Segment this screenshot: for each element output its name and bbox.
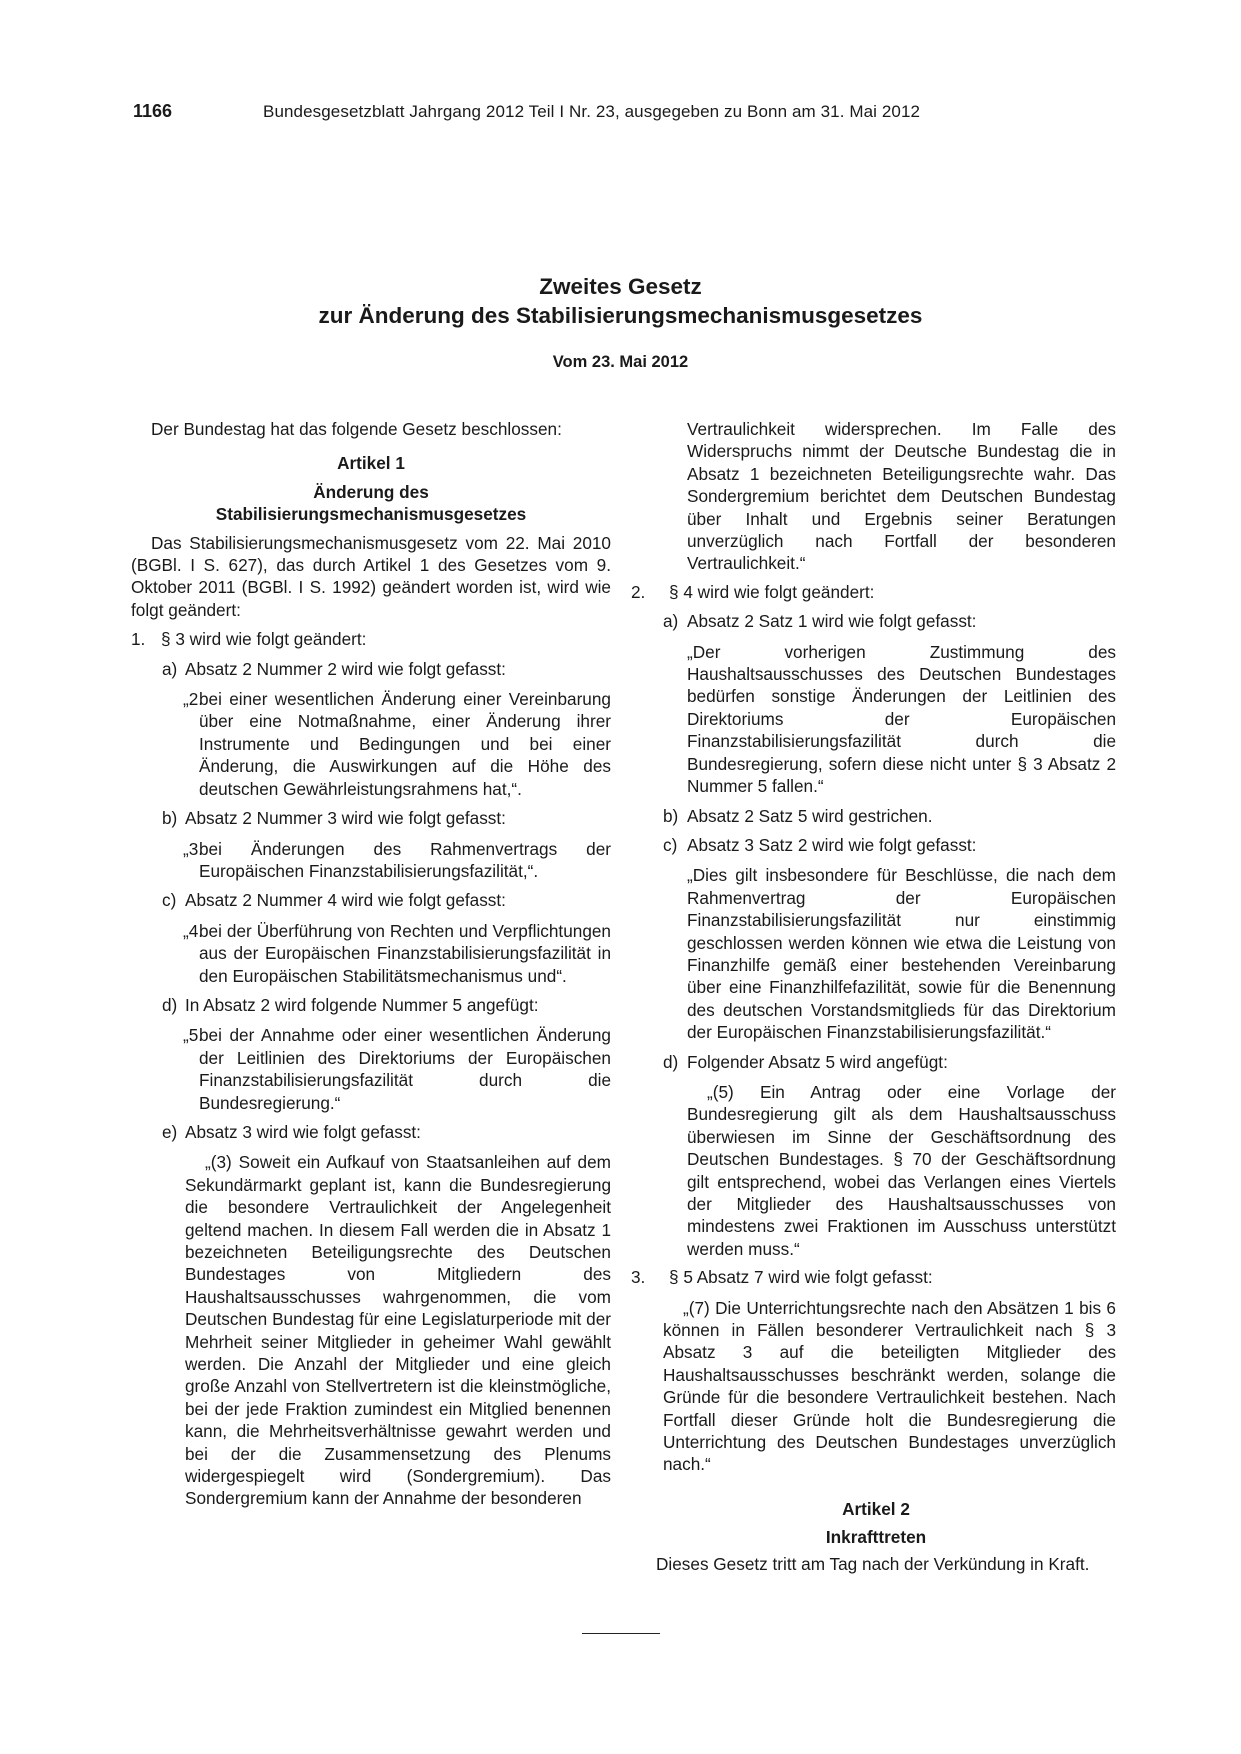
article2-text: Dieses Gesetz tritt am Tag nach der Verkündung in Kraft. xyxy=(656,1553,1090,1574)
law-title-line1: Zweites Gesetz xyxy=(539,274,702,299)
sub-item xyxy=(131,994,611,1016)
sub-label: b) xyxy=(162,808,178,829)
quote-block xyxy=(636,1081,1116,1260)
sub-label: c) xyxy=(663,834,678,855)
sub-label: a) xyxy=(162,658,178,679)
sub-item xyxy=(131,889,611,911)
item-text: § 3 wird wie folgt geändert: xyxy=(161,629,367,650)
sub-text: Absatz 2 Satz 5 wird gestrichen. xyxy=(687,805,933,826)
right-column xyxy=(631,418,1116,1575)
list-item xyxy=(631,1266,1116,1288)
sub-label: d) xyxy=(162,994,178,1015)
page-number: 1166 xyxy=(133,101,173,121)
sub-item xyxy=(131,807,611,829)
item-number: 3. xyxy=(631,1267,646,1288)
sub-item xyxy=(636,805,1116,827)
quote-block xyxy=(131,920,611,987)
quote-number: „5. xyxy=(183,1025,204,1046)
quote-block xyxy=(131,1151,611,1510)
item-number: 2. xyxy=(631,581,646,602)
sub-text: Absatz 3 Satz 2 wird wie folgt gefasst: xyxy=(687,834,977,855)
law-date: Vom 23. Mai 2012 xyxy=(552,353,689,371)
publication-source: Bundesgesetzblatt Jahrgang 2012 Teil I Nr. 23, ausgegeben zu Bonn am 31. Mai 2012 xyxy=(263,102,921,121)
quote-text: bei einer wesentlichen Änderung einer Vereinbarung über eine Notmaßnahme, einer Änderung ihrer Instrumente und Bedingungen und bei einer Änderung, die Auswirkungen auf die Höhe des deutschen Gewährleistungsrahmens hat,“. xyxy=(199,689,611,799)
quote-text: „(3) Soweit ein Aufkauf von Staatsanleihen auf dem Sekundärmarkt geplant ist, kann die Bundesregierung die besondere Vertraulichkeit der Angelegenheit geltend machen. In diesem Fall werden die in Absatz 1 bezeichneten Beteiligungsrechte des Deutschen Bundestages von Mitgliedern des Haushaltsausschusses wahrgenommen, die vom Deutschen Bundestag für eine Legislaturperiode mit der Mehrheit seiner Mitglieder in geheimer Wahl gewählt werden. Die Anzahl der Mitglieder und eine gleich große Anzahl von Stellvertretern ist die kleinstmögliche, bei der jede Fraktion zumindest ein Mitglied benennen kann, die Mehrheitsverhältnisse gewahrt werden und bei der die Zusammensetzung des Plenums widergespiegelt wird (Sondergremium). Das Sondergremium kann der Annahme der besonderen xyxy=(185,1152,611,1509)
sub-text: Absatz 2 Nummer 2 wird wie folgt gefasst: xyxy=(185,658,506,679)
quote-text: bei Änderungen des Rahmenvertrags der Europäischen Finanzstabilisierungsfazilität,“. xyxy=(199,838,611,881)
quote-number: „2. xyxy=(183,689,204,710)
sub-text: Absatz 2 Satz 1 wird wie folgt gefasst: xyxy=(687,611,977,632)
sub-label: b) xyxy=(663,805,679,826)
quote-text: „Dies gilt insbesondere für Beschlüsse, die nach dem Rahmenvertrag der Europäischen Finanzstabilisierungsfazilität nur einstimmig geschlossen werden können wie etwa die Leistung von Finanzhilfe gemäß einer bestehenden Vereinbarung über eine Finanzhilfefazilität, sowie für die Benennung des deutschen Vorstandsmitglieds für das Direktorium der Europäischen Finanzstabilisierungsfazilität.“ xyxy=(687,865,1116,1043)
item-text: § 4 wird wie folgt geändert: xyxy=(669,581,875,602)
list-item xyxy=(631,581,1116,603)
item-text: § 5 Absatz 7 wird wie folgt gefasst: xyxy=(669,1267,933,1288)
sub-item xyxy=(636,1051,1116,1073)
sub-item xyxy=(131,658,611,680)
law-title-line2: zur Änderung des Stabilisierungsmechanismusgesetzes xyxy=(318,303,923,328)
sub-label: e) xyxy=(162,1121,178,1142)
article1-text: Das Stabilisierungsmechanismusgesetz vom 22. Mai 2010 (BGBl. I S. 627), das durch Artikel 1 des Gesetzes vom 9. Oktober 2011 (BGBl. I S. 1992) geändert worden ist, wird wie folgt geändert: xyxy=(131,532,611,620)
title-block xyxy=(0,272,1241,372)
article1-title-line1: Änderung des xyxy=(313,481,429,502)
sub-label: a) xyxy=(663,611,679,632)
intro-text: Der Bundestag hat das folgende Gesetz beschlossen: xyxy=(151,419,562,439)
article2-heading: Artikel 2 xyxy=(842,1498,910,1519)
left-column xyxy=(131,418,611,1510)
sub-label: c) xyxy=(162,890,177,911)
sub-text: Absatz 2 Nummer 3 wird wie folgt gefasst: xyxy=(185,808,506,829)
sub-item xyxy=(131,1121,611,1143)
quote-text: „(5) Ein Antrag oder eine Vorlage der Bundesregierung gilt als dem Haushaltsausschuss überwiesen im Sinne der Geschäftsordnung des Deutschen Bundestages. § 70 der Geschäftsordnung gilt entsprechend, wobei das Verlangen eines Viertels der Mitglieder des Haushaltsausschusses von mindestens zwei Fraktionen im Ausschuss unterstützt werden muss.“ xyxy=(687,1081,1116,1259)
sub-label: d) xyxy=(663,1051,679,1072)
quote-text: bei der Überführung von Rechten und Verpflichtungen aus der Europäischen Finanzstabilisierungsfazilität in den Europäischen Stabilitätsmechanismus und“. xyxy=(199,920,611,986)
article2-title: Inkrafttreten xyxy=(825,1527,927,1548)
quote-block xyxy=(636,641,1116,798)
quote-text: „Der vorherigen Zustimmung des Haushaltsausschusses des Deutschen Bundestages bedürfen sonstige Änderungen der Leitlinien des Direktoriums der Europäischen Finanzstabilisierungsfazilität durch die Bundesregierung, sofern diese nicht unter § 3 Absatz 2 Nummer 5 fallen.“ xyxy=(687,641,1116,797)
item-number: 1. xyxy=(131,629,146,650)
quote-block xyxy=(131,1024,611,1114)
sub-item xyxy=(636,834,1116,856)
quote-block xyxy=(131,688,611,800)
continued-quote-text: Vertraulichkeit widersprechen. Im Falle des Widerspruchs nimmt der Deutsche Bundestag die in Absatz 1 bezeichneten Beteiligungsrechte wahr. Das Sondergremium berichtet dem Deutschen Bundestag über Inhalt und Ergebnis seiner Beratungen unverzüglich nach Fortfall der besonderen Vertraulichkeit.“ xyxy=(687,419,1116,574)
page-header xyxy=(133,101,991,122)
footer-divider xyxy=(582,1633,660,1634)
sub-text: In Absatz 2 wird folgende Nummer 5 angefügt: xyxy=(185,994,539,1015)
quote-number: „3. xyxy=(183,838,204,859)
quote-text: „(7) Die Unterrichtungsrechte nach den Absätzen 1 bis 6 können in Fällen besonderer Vertraulichkeit nach § 3 Absatz 3 auf die beteiligten Mitglieder des Haushaltsausschusses beschränkt werden, solange die Gründe für die besondere Vertraulichkeit bestehen. Nach Fortfall dieser Gründe holt die Bundesregierung die Unterrichtung des Deutschen Bundestages unverzüglich nach.“ xyxy=(663,1297,1116,1475)
quote-text: bei der Annahme oder einer wesentlichen Änderung der Leitlinien des Direktoriums der Europäischen Finanzstabilisierungsfazilität durch die Bundesregierung.“ xyxy=(199,1025,611,1113)
sub-text: Folgender Absatz 5 wird angefügt: xyxy=(687,1051,948,1072)
sub-item xyxy=(636,610,1116,632)
quote-block xyxy=(636,864,1116,1043)
quote-number: „4. xyxy=(183,920,204,941)
sub-text: Absatz 3 wird wie folgt gefasst: xyxy=(185,1121,421,1142)
quote-block xyxy=(636,1297,1116,1476)
sub-text: Absatz 2 Nummer 4 wird wie folgt gefasst: xyxy=(185,890,506,911)
article1-heading: Artikel 1 xyxy=(337,453,405,474)
quote-block xyxy=(131,838,611,883)
article1-title-line2: Stabilisierungsmechanismusgesetzes xyxy=(215,504,527,525)
list-item xyxy=(131,628,611,650)
